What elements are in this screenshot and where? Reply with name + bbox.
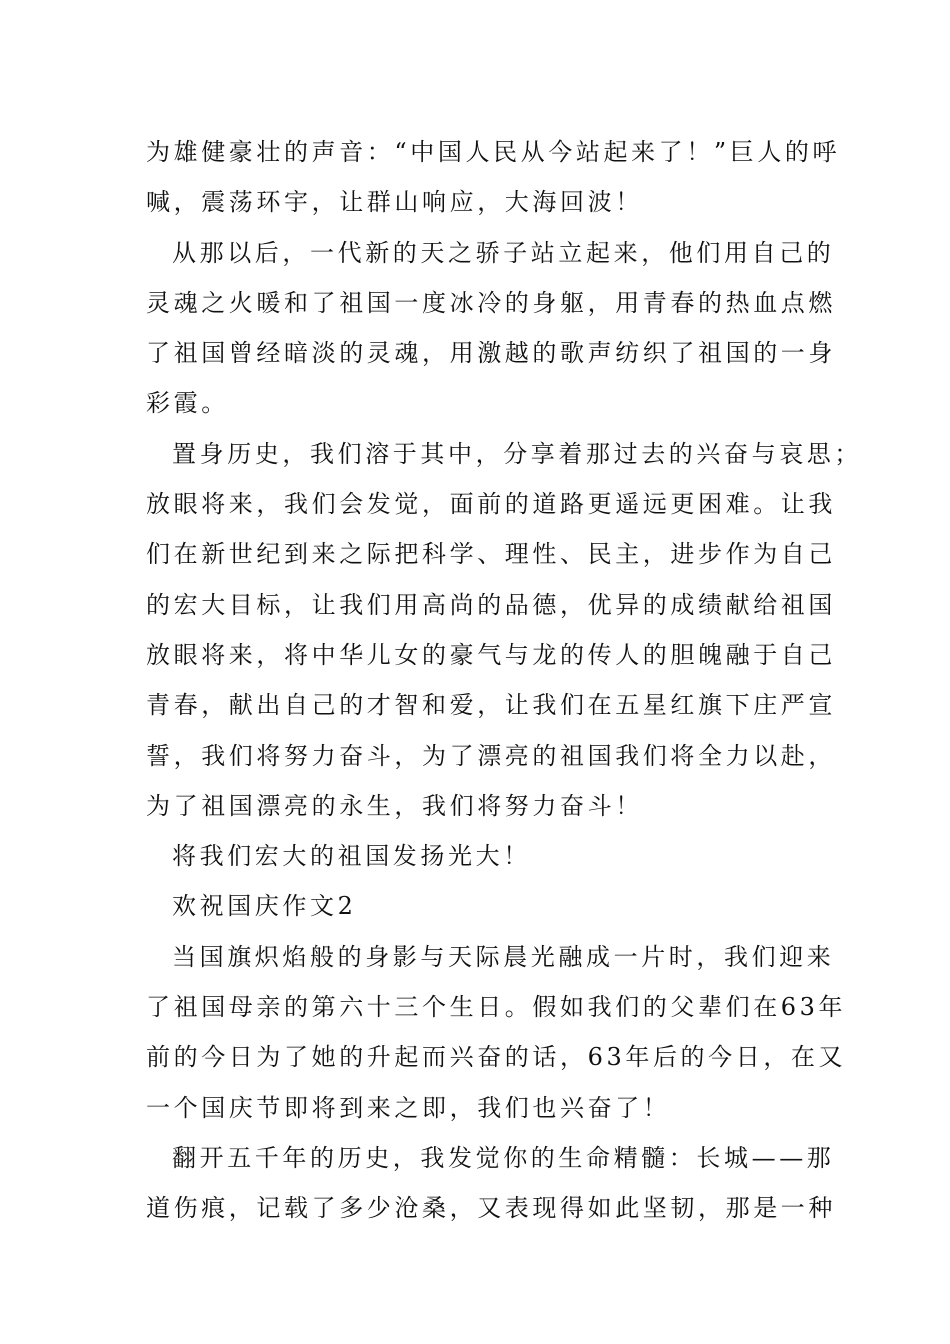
paragraph-4 [146, 836, 806, 886]
text-line: 彩霞。 [146, 389, 229, 418]
paragraph-5 [146, 937, 847, 1138]
text-line: 誓，我们将努力奋斗，为了漂亮的祖国我们将全力以赴， [146, 741, 836, 770]
paragraph-3 [146, 434, 862, 836]
text-line: 了祖国母亲的第六十三个生日。假如我们的父辈们在63年 [146, 993, 847, 1022]
text-line: 们在新世纪到来之际把科学、理性、民主，进步作为自己 [146, 540, 836, 569]
text-line: 青春，献出自己的才智和爱，让我们在五星红旗下庄严宣 [146, 691, 836, 720]
section-heading [146, 886, 806, 936]
paragraph-6 [146, 1138, 836, 1239]
text-line: 放眼将来，将中华儿女的豪气与龙的传人的胆魄融于自己 [146, 640, 836, 669]
text-line: 一个国庆节即将到来之即，我们也兴奋了！ [146, 1093, 671, 1122]
text-line: 置身历史，我们溶于其中，分享着那过去的兴奋与哀思； [172, 439, 862, 468]
document-body [146, 132, 862, 1239]
paragraph-1 [146, 132, 841, 233]
text-line: 的宏大目标，让我们用高尚的品德，优异的成绩献给祖国 [146, 590, 836, 619]
text-line: 当国旗炽焰般的身影与天际晨光融成一片时，我们迎来 [172, 942, 835, 971]
text-line: 放眼将来，我们会发觉，面前的道路更遥远更困难。让我 [146, 490, 836, 519]
text-line: 翻开五千年的历史，我发觉你的生命精髓：长城——那 [172, 1143, 835, 1172]
text-line: 道伤痕，记载了多少沧桑，又表现得如此坚韧，那是一种 [146, 1194, 836, 1223]
text-line: 从那以后，一代新的天之骄子站立起来，他们用自己的 [172, 238, 835, 267]
text-line: 了祖国曾经暗淡的灵魂，用激越的歌声纺织了祖国的一身 [146, 339, 836, 368]
section-title: 欢祝国庆作文2 [172, 892, 357, 921]
paragraph-2 [146, 233, 836, 434]
text-line: 前的今日为了她的升起而兴奋的话，63年后的今日，在又 [146, 1043, 847, 1072]
text-line: 喊，震荡环宇，让群山响应，大海回波！ [146, 188, 643, 217]
text-line: 将我们宏大的祖国发扬光大！ [172, 842, 531, 871]
text-line: 灵魂之火暖和了祖国一度冰冷的身躯，用青春的热血点燃 [146, 288, 836, 317]
text-line: 为了祖国漂亮的永生，我们将努力奋斗！ [146, 791, 643, 820]
text-line: 为雄健豪壮的声音：“中国人民从今站起来了！”巨人的呼 [146, 138, 841, 166]
